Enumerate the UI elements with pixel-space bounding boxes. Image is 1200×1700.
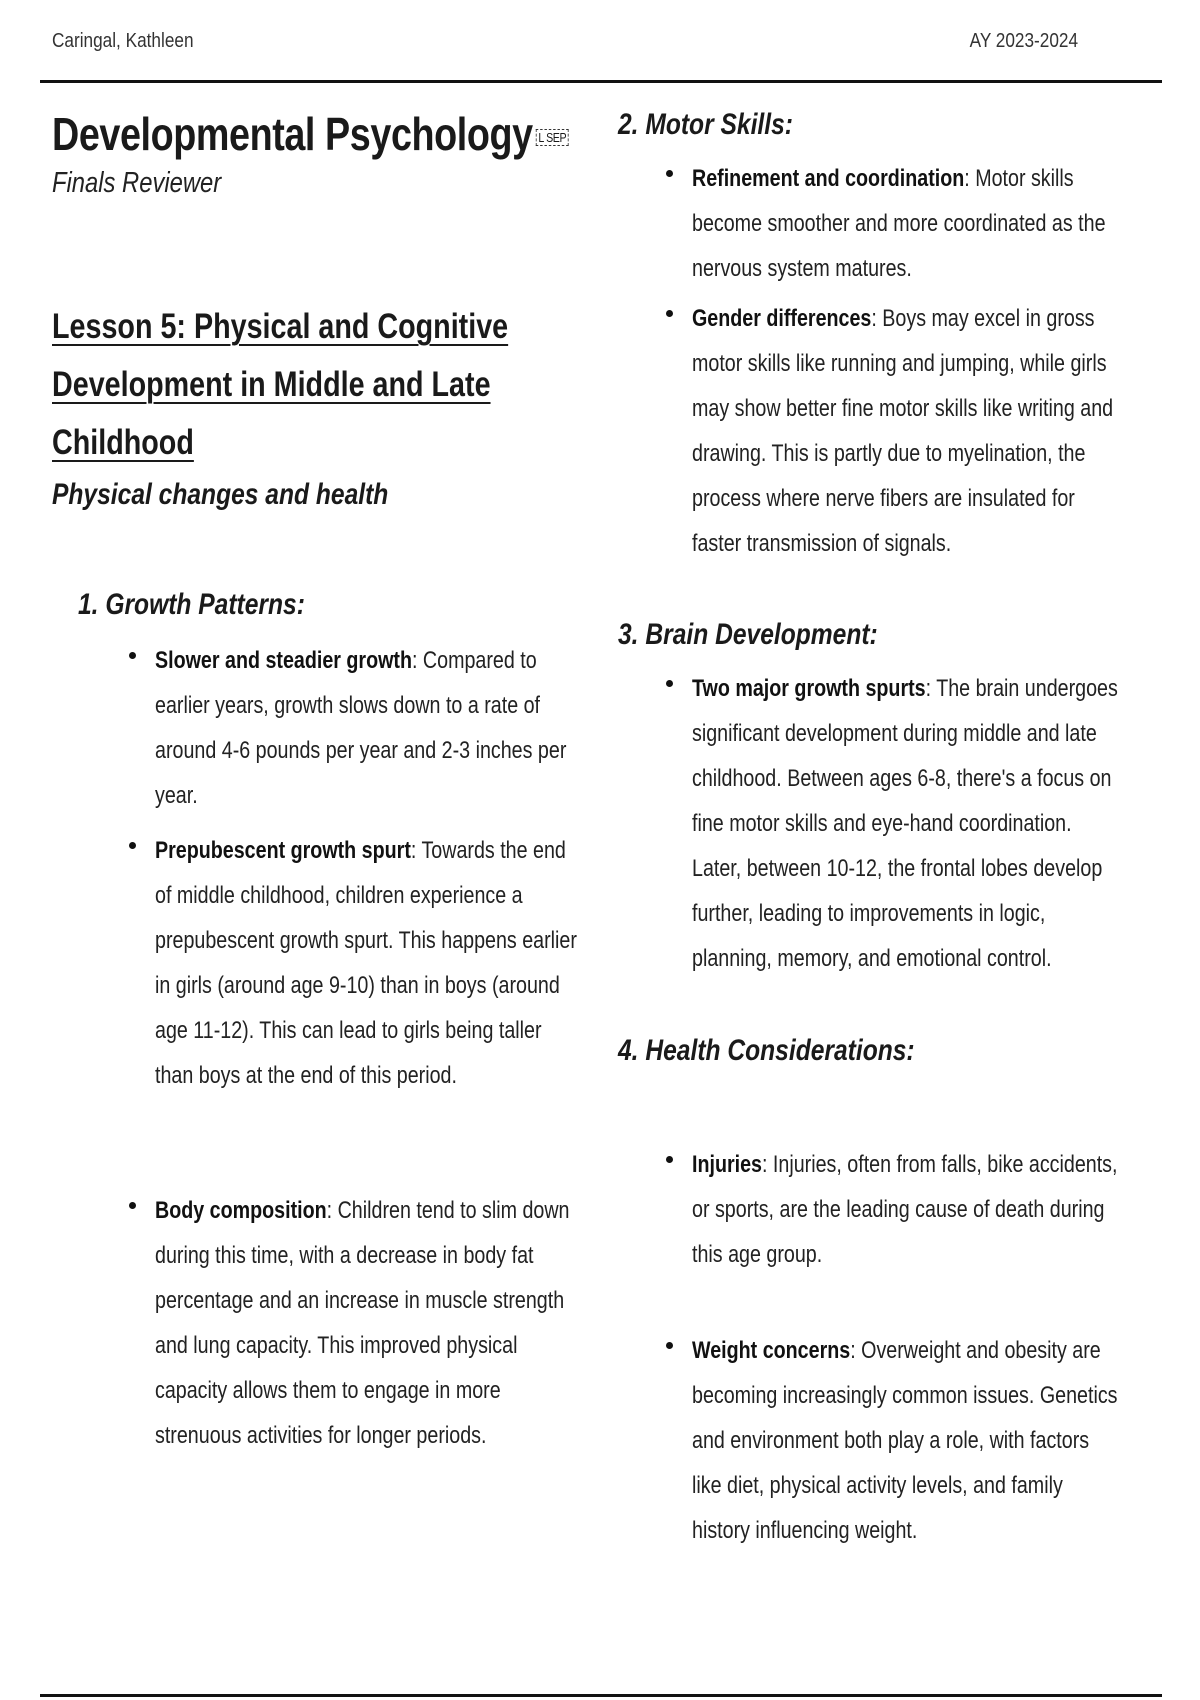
list-item	[692, 296, 1132, 566]
list-item-body: : Overweight and obesity are becoming increasingly common issues. Genetics and environment both play a role, with factors like diet, physical activity levels, and family history influencing weight.	[692, 1337, 1118, 1544]
bullet-icon	[129, 842, 136, 849]
list-item-term: Slower and steadier growth	[155, 647, 412, 674]
list-item-body: : Injuries, often from falls, bike accidents, or sports, are the leading cause of death during this age group.	[692, 1151, 1118, 1268]
list-item-body: : Motor skills become smoother and more coordinated as the nervous system matures.	[692, 165, 1106, 282]
document-subtitle: Finals Reviewer	[52, 166, 222, 199]
list-item-text	[155, 1188, 581, 1458]
bullet-icon	[666, 1156, 673, 1163]
list-item-term: Gender differences	[692, 305, 872, 332]
list-item-text	[692, 666, 1118, 981]
list-item-text	[692, 1142, 1118, 1277]
list-item	[692, 156, 1132, 291]
list-item-body: : Boys may excel in gross motor skills like running and jumping, while girls may show better fine motor skills like writing and drawing. This is partly due to myelination, the process where nerve fibers are insulated for faster transmission of signals.	[692, 305, 1114, 557]
bottom-divider	[40, 1694, 1162, 1697]
list-item-text	[155, 638, 581, 818]
academic-year: AY 2023-2024	[969, 30, 1078, 52]
document-title-text: Developmental Psychology	[52, 108, 533, 160]
list-item	[692, 1328, 1132, 1553]
list-item-term: Prepubescent growth spurt	[155, 837, 411, 864]
list-item	[155, 1188, 595, 1458]
list-item-term: Body composition	[155, 1197, 327, 1224]
list-item-text	[692, 156, 1118, 291]
heading-health-considerations: 4. Health Considerations:	[618, 1034, 915, 1067]
list-item	[155, 828, 595, 1098]
list-item-body: : Towards the end of middle childhood, children experience a prepubescent growth spurt. This happens earlier in girls (around age 9-10) than in boys (around age 11-12). This can lead to girls being taller than boys at the end of this period.	[155, 837, 577, 1089]
list-item-term: Refinement and coordination	[692, 165, 965, 192]
list-item-text	[155, 828, 581, 1098]
bullet-icon	[666, 310, 673, 317]
author-name: Caringal, Kathleen	[52, 30, 194, 52]
list-item	[692, 666, 1132, 981]
section-title: Physical changes and health	[52, 478, 389, 511]
bullet-icon	[666, 170, 673, 177]
heading-motor-skills: 2. Motor Skills:	[618, 108, 793, 141]
heading-growth-patterns: 1. Growth Patterns:	[78, 588, 305, 621]
list-item-term: Two major growth spurts	[692, 675, 926, 702]
list-item-text	[692, 1328, 1118, 1553]
list-item-body: : Compared to earlier years, growth slows down to a rate of around 4-6 pounds per year and 2-3 inches per year.	[155, 647, 567, 809]
list-item-body: : Children tend to slim down during this time, with a decrease in body fat percentage and an increase in muscle strength and lung capacity. This improved physical capacity allows them to engage in more strenuous activities for longer periods.	[155, 1197, 570, 1449]
bullet-icon	[666, 680, 673, 687]
document-title	[52, 108, 567, 161]
sep-mark-icon: L SEP	[536, 129, 569, 146]
list-item-body: : The brain undergoes significant development during middle and late childhood. Between ages 6-8, there's a focus on fine motor skills and eye-hand coordination. Later, between 10-12, the frontal lobes develop further, leading to improvements in logic, planning, memory, and emotional control.	[692, 675, 1118, 972]
heading-brain-development: 3. Brain Development:	[618, 618, 878, 651]
left-column	[52, 108, 577, 1449]
list-item-term: Weight concerns	[692, 1337, 851, 1364]
top-divider	[40, 80, 1162, 83]
list-item	[692, 1142, 1132, 1277]
list-item-term: Injuries	[692, 1151, 762, 1178]
list-item-text	[692, 296, 1118, 566]
lesson-title: Lesson 5: Physical and Cognitive Development in Middle and Late Childhood	[52, 307, 509, 462]
bullet-icon	[129, 652, 136, 659]
list-item	[155, 638, 595, 818]
bullet-icon	[666, 1342, 673, 1349]
bullet-icon	[129, 1202, 136, 1209]
